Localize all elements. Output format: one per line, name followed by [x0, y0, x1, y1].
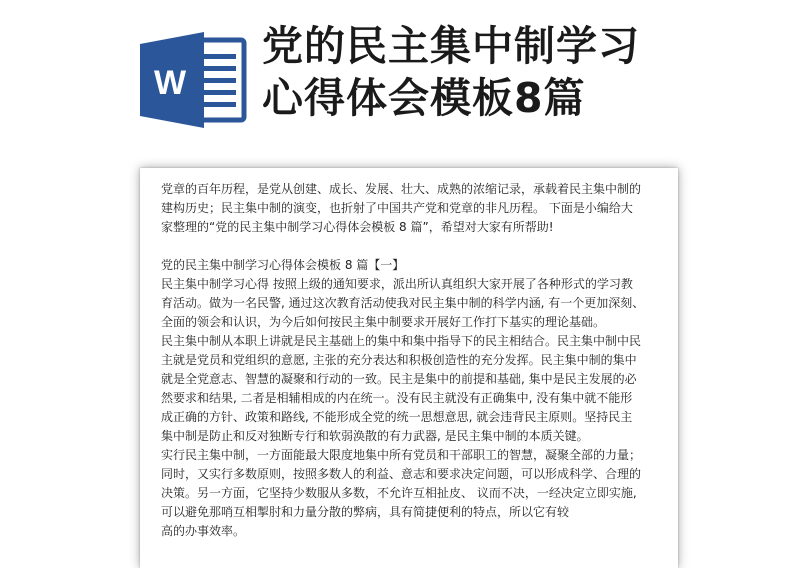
word-icon [138, 30, 248, 130]
body-line: 高的办事效率。 [161, 524, 246, 538]
intro-line: 建构历史；民主集中制的演变，也折射了中国共产党和党章的非凡历程。 下面是小编给大 [161, 201, 633, 215]
paragraph-gap [161, 237, 661, 256]
body-line: 同时，又实行多数原则，按照多数人的利益、意志和要求决定问题，可以形成科学、合理的 [161, 467, 642, 481]
body-line: 民主集中制从本职上讲就是民主基础上的集中和集中指导下的民主相结合。民主集中制中民 [161, 334, 642, 348]
body-line: 民主集中制学习心得 按照上级的通知要求，派出所认真组织大家开展了各种形式的学习教 [161, 277, 633, 291]
body-line: 育活动。做为一名民警, 通过这次教育活动使我对民主集中制的科学内涵, 有一个更加深刻、 [161, 296, 645, 310]
body-line: 就是全党意志、智慧的凝聚和行动的一致。民主是集中的前提和基础, 集中是民主发展的必 [161, 372, 637, 386]
body-line: 然要求和结果, 二者是相辅相成的内在统一。没有民主就没有正确集中, 没有集中就不能形 [161, 391, 633, 405]
body-line: 全面的领会和认识，为今后如何按民主集中制要求开展好工作打下基实的理论基础。 [161, 315, 606, 329]
body-line: 决策。另一方面，它坚持少数服从多数，不允许互相扯皮、 议而不决，一经决定立即实施, [161, 486, 637, 500]
body-line: 集中制是防止和反对独断专行和软弱涣散的有力武器, 是民主集中制的本质关键。 [161, 429, 589, 443]
title-line-1: 党的民主集中制学习 [262, 22, 640, 70]
page-header [0, 0, 800, 150]
document-page [140, 168, 678, 568]
document-body [161, 180, 661, 541]
intro-line: 家整理的“党的民主集中制学习心得体会模板 8 篇”，希望对大家有所帮助! [161, 220, 554, 234]
body-line: 可以避免那哨互相掣肘和力量分散的弊病，具有简捷便利的特点，所以它有较 [161, 505, 570, 519]
section-heading: 党的民主集中制学习心得体会模板 8 篇【一】 [161, 258, 405, 272]
page-title [262, 20, 782, 124]
intro-line: 党章的百年历程，是党从创建、成长、发展、壮大、成熟的浓缩记录，承载着民主集中制的 [161, 182, 642, 196]
body-line: 成正确的方针、政策和路线, 不能形成全党的统一思想意思, 就会违背民主原则。坚持民主 [161, 410, 633, 424]
body-line: 主就是党员和党组织的意愿, 主张的充分表达和积极创造性的充分发挥。民主集中制的集中 [161, 353, 637, 367]
title-line-2: 心得体会模板8篇 [262, 74, 586, 122]
svg-text:W: W [153, 64, 187, 102]
body-line: 实行民主集中制，一方面能最大限度地集中所有党员和干部职工的智慧，凝聚全部的力量； [161, 448, 642, 462]
